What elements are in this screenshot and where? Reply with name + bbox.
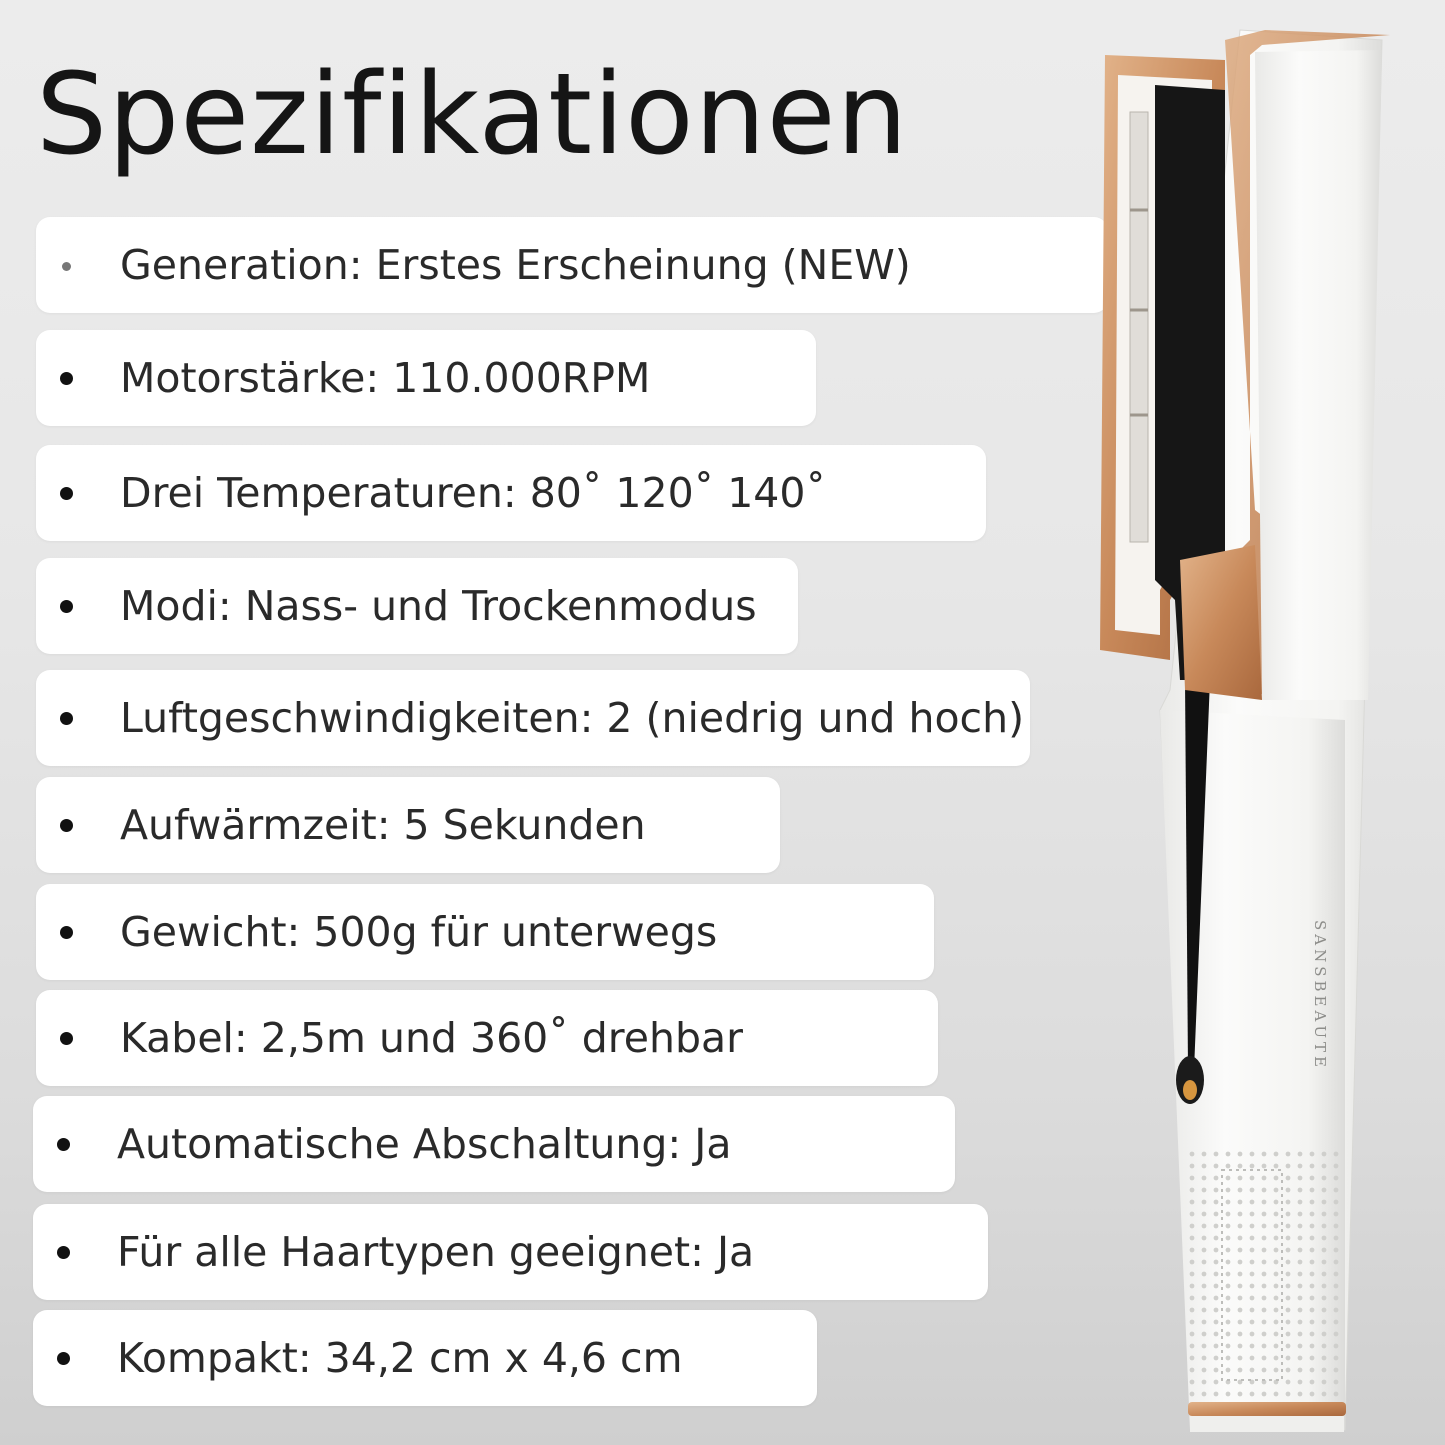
spec-item-air-speeds <box>36 670 1030 766</box>
spec-text: Für alle Haartypen geeignet: Ja <box>117 1228 755 1276</box>
bullet-icon <box>60 1032 73 1045</box>
bullet-icon <box>57 1352 70 1365</box>
bullet-icon <box>60 487 73 500</box>
brand-label: SANSBEAUTE <box>1311 920 1329 1071</box>
bullet-icon <box>57 1246 70 1259</box>
spec-text: Kompakt: 34,2 cm x 4,6 cm <box>117 1334 683 1382</box>
spec-text: Motorstärke: 110.000RPM <box>120 354 651 402</box>
spec-text: Modi: Nass- und Trockenmodus <box>120 582 757 630</box>
spec-text: Automatische Abschaltung: Ja <box>117 1120 732 1168</box>
spec-item-cable <box>36 990 938 1086</box>
bullet-icon <box>57 1138 70 1151</box>
spec-text: Drei Temperaturen: 80˚ 120˚ 140˚ <box>120 469 826 517</box>
spec-item-generation <box>36 217 1108 313</box>
spec-item-weight <box>36 884 934 980</box>
spec-item-warmup <box>36 777 780 873</box>
spec-item-auto-shutoff <box>33 1096 955 1192</box>
bullet-icon <box>60 712 73 725</box>
spec-text: Luftgeschwindigkeiten: 2 (niedrig und hoch) <box>120 694 1025 742</box>
bullet-icon <box>60 926 73 939</box>
bullet-icon <box>60 600 73 613</box>
spec-text: Kabel: 2,5m und 360˚ drehbar <box>120 1014 743 1062</box>
bullet-icon <box>62 262 71 271</box>
bullet-icon <box>60 819 73 832</box>
spec-text: Generation: Erstes Erscheinung (NEW) <box>120 241 911 289</box>
spec-text: Aufwärmzeit: 5 Sekunden <box>120 801 646 849</box>
spec-item-modes <box>36 558 798 654</box>
spec-item-motor <box>36 330 816 426</box>
spec-text: Gewicht: 500g für unterwegs <box>120 908 718 956</box>
page-title: Spezifikationen <box>36 50 909 180</box>
spec-item-dimensions <box>33 1310 817 1406</box>
hair-styler-image <box>1090 20 1410 1445</box>
spec-item-temperatures <box>36 445 986 541</box>
spec-item-hair-types <box>33 1204 988 1300</box>
bullet-icon <box>60 372 73 385</box>
